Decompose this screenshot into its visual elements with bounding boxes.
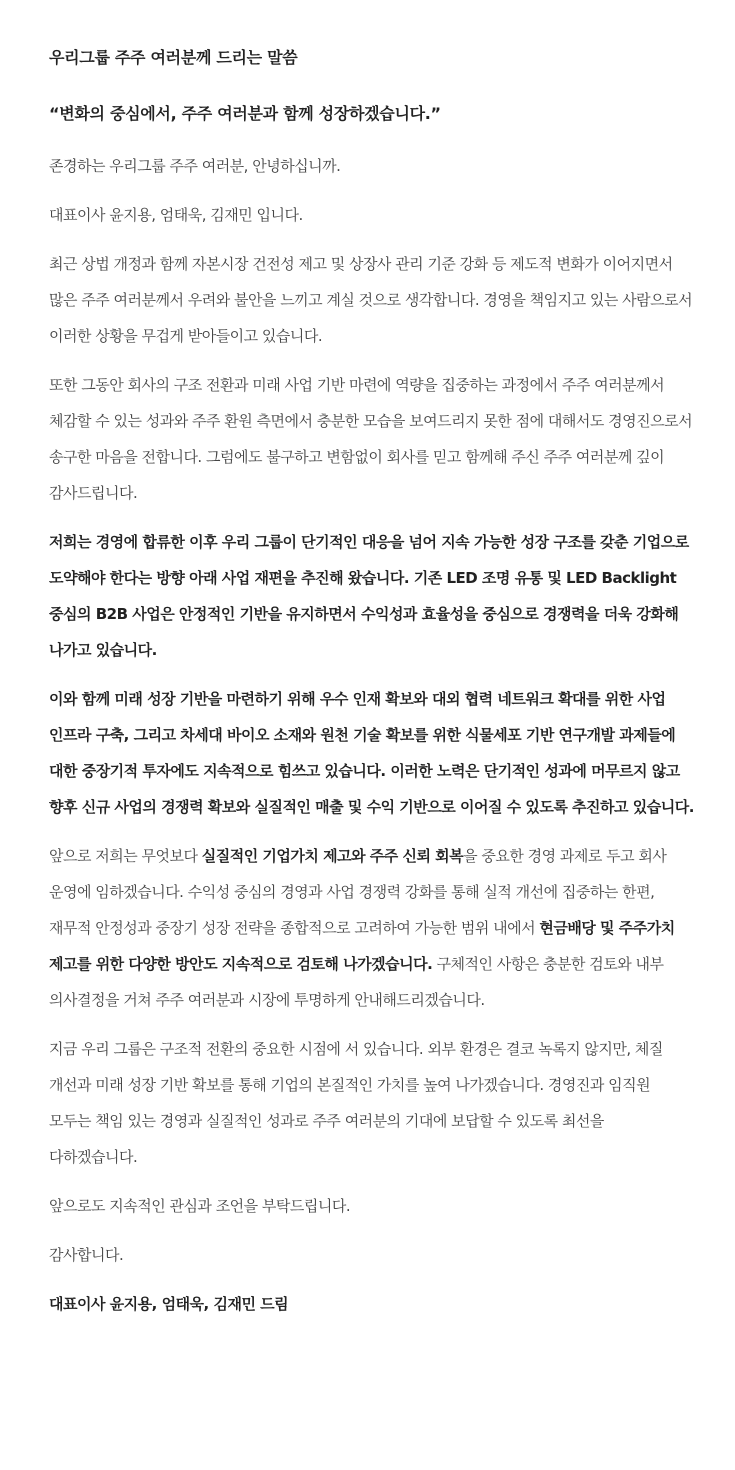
paragraph-business-restructuring: 저희는 경영에 합류한 이후 우리 그룹이 단기적인 대응을 넘어 지속 가능한 성장 구조를 갖춘 기업으로 도약해야 한다는 방향 아래 사업 재편을 추진해 왔습니다. 기존 LED 조명 유통 및 LED Backlight 중심의 B2B 사업은 안정적인 기반을 유지하면서 수익성과 효율성을 중심으로 경쟁력을 더욱 강화해 나가고 있습니다. xyxy=(49,533,689,659)
emphasis-text: 실질적인 기업가치 제고와 주주 신뢰 회복 xyxy=(201,847,464,865)
paragraph-text: 을 중요한 경영 과제로 두고 회사 운영에 임하겠습니다. 수익성 중심의 경영과 사업 경쟁력 강화를 통해 실적 개선에 집중하는 한편, 재무적 안정성과 중장기 성장 전략을 종합적으로 고려하여 가능한 범위 내에서 xyxy=(49,847,667,937)
paragraph-text: 구체적인 사항은 충분한 검토와 내부 의사결정을 거쳐 주주 여러분과 시장에 투명하게 안내해드리겠습니다. xyxy=(49,955,664,1009)
paragraph-commitment: 지금 우리 그룹은 구조적 전환의 중요한 시점에 서 있습니다. 외부 환경은 결코 녹록지 않지만, 체질 개선과 미래 성장 기반 확보를 통해 기업의 본질적인 가치를 높여 나가겠습니다. 경영진과 임직원 모두는 책임 있는 경영과 실질적인 성과로 주주 여러분의 기대에 보답할 수 있도록 최선을 다하겠습니다. xyxy=(49,1040,663,1166)
closing-text: 감사합니다. xyxy=(49,1246,124,1264)
paragraph-text: 앞으로 저희는 무엇보다 xyxy=(49,847,202,865)
emphasis-text: 현금배당 및 주주가치 제고를 위한 다양한 방안도 지속적으로 검토해 나가겠습니다. xyxy=(49,919,675,973)
signature: 대표이사 윤지용, 엄태욱, 김재민 드림 xyxy=(49,1295,289,1313)
intro-paragraph: 대표이사 윤지용, 엄태욱, 김재민 입니다. xyxy=(49,206,303,224)
letter-headline-quote: “변화의 중심에서, 주주 여러분과 함께 성장하겠습니다.” xyxy=(49,104,441,123)
paragraph-request: 앞으로도 지속적인 관심과 조언을 부탁드립니다. xyxy=(49,1197,351,1215)
paragraph-regulatory-changes: 최근 상법 개정과 함께 자본시장 건전성 제고 및 상장사 관리 기준 강화 등 제도적 변화가 이어지면서 많은 주주 여러분께서 우려와 불안을 느끼고 계실 것으로 생각합니다. 경영을 책임지고 있는 사람으로서 이러한 상황을 무겁게 받아들이고 있습니다. xyxy=(49,255,693,345)
paragraph-future-growth: 이와 함께 미래 성장 기반을 마련하기 위해 우수 인재 확보와 대외 협력 네트워크 확대를 위한 사업 인프라 구축, 그리고 차세대 바이오 소재와 원천 기술 확보를 위한 식물세포 기반 연구개발 과제들에 대한 중장기적 투자에도 지속적으로 힘쓰고 있습니다. 이러한 노력은 단기적인 성과에 머무르지 않고 향후 신규 사업의 경쟁력 확보와 실질적인 매출 및 수익 기반으로 이어질 수 있도록 추진하고 있습니다. xyxy=(49,690,694,816)
paragraph-apology: 또한 그동안 회사의 구조 전환과 미래 사업 기반 마련에 역량을 집중하는 과정에서 주주 여러분께서 체감할 수 있는 성과와 주주 환원 측면에서 충분한 모습을 보여드리지 못한 점에 대해서도 경영진으로서 송구한 마음을 전합니다. 그럼에도 불구하고 변함없이 회사를 믿고 함께해 주신 주주 여러분께 깊이 감사드립니다. xyxy=(49,376,693,502)
letter-title: 우리그룹 주주 여러분께 드리는 말씀 xyxy=(49,48,298,67)
paragraph-shareholder-value xyxy=(49,838,695,1018)
greeting-paragraph: 존경하는 우리그룹 주주 여러분, 안녕하십니까. xyxy=(49,157,341,175)
